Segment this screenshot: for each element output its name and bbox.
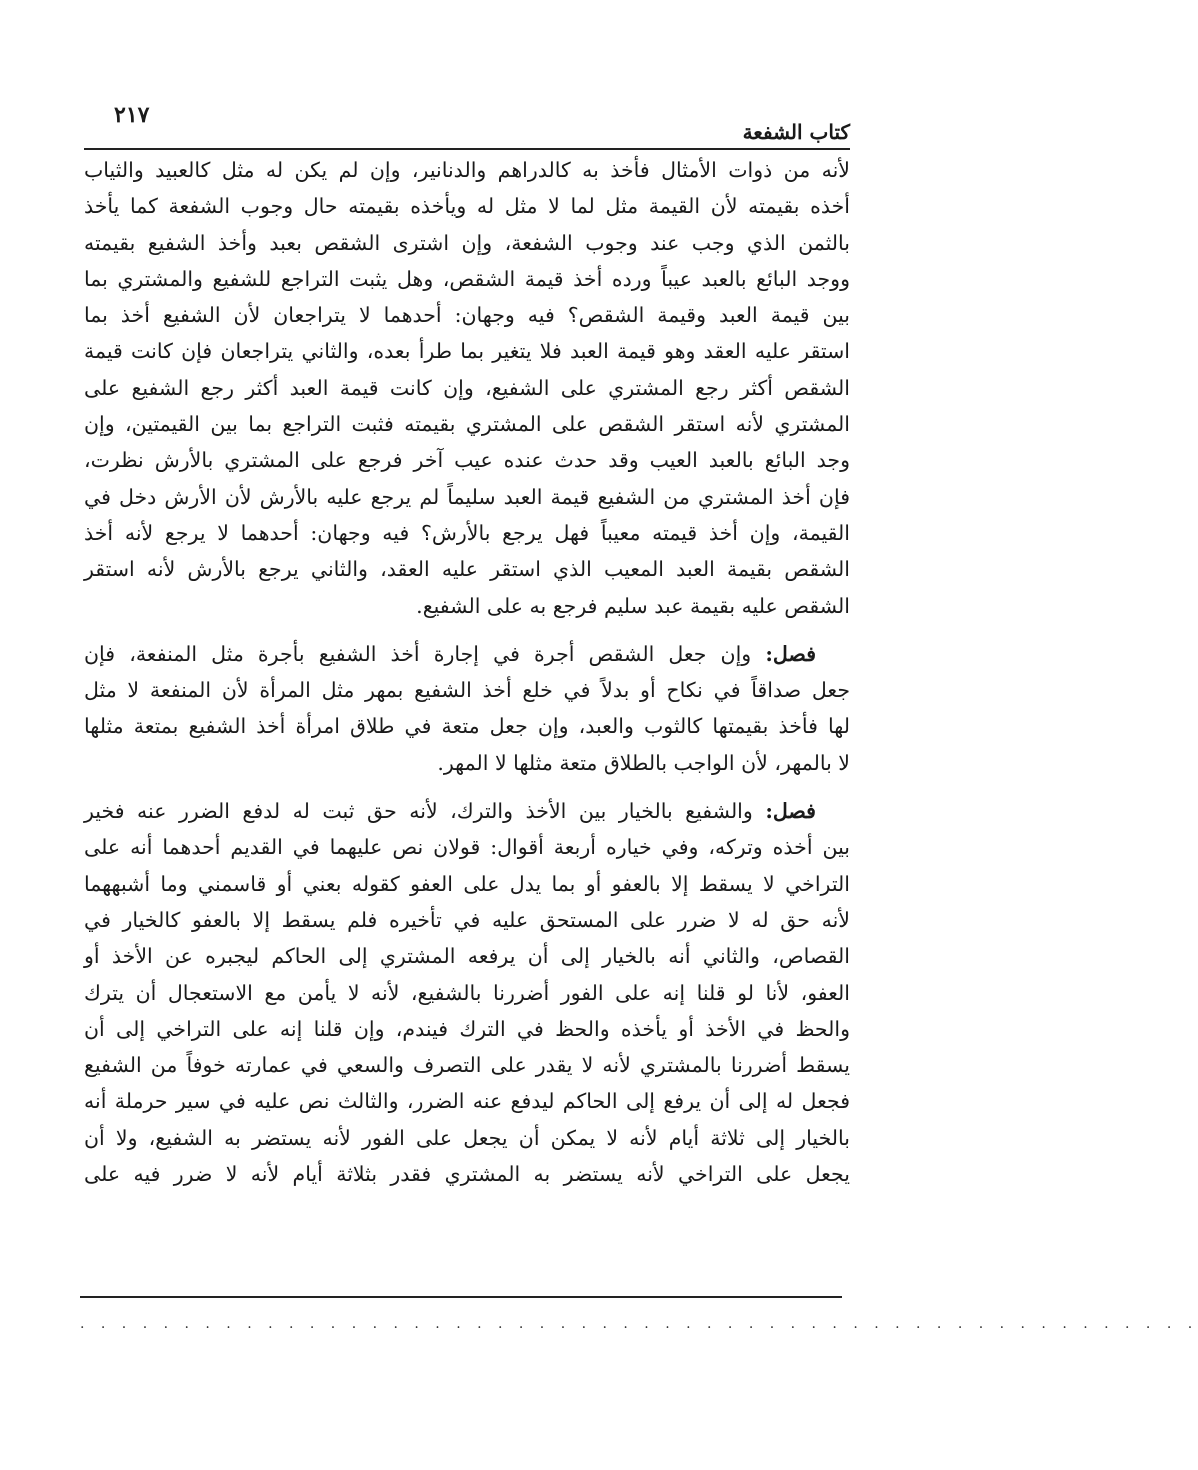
text-line: بالثمن الذي وجب عند وجوب الشفعة، وإن اشترى الشقص بعبد وأخذ الشفيع بقيمته — [84, 230, 850, 255]
text-line: القيمة، وإن أخذ قيمته معيباً فهل يرجع بالأرش؟ فيه وجهان: أحدهما لا يرجع لأنه أخذ — [84, 520, 850, 545]
text-line: الشقص أكثر رجع المشتري على الشفيع، وإن كانت قيمة العبد أكثر رجع الشفيع على — [84, 375, 850, 400]
footnote-dotted-line: . . . . . . . . . . . . . . . . . . . . . . . . . . . . . . . . . . . . . . . . . . . . . . . . . . . . . . — [80, 1316, 1198, 1332]
running-header — [84, 102, 850, 146]
text-line: يسقط أضررنا بالمشتري لأنه لا يقدر على التصرف والسعي في عمارته خوفاً من الشفيع — [84, 1053, 850, 1078]
paragraph-1 — [84, 152, 850, 624]
section-term: فصل: — [765, 641, 816, 666]
text-line: العفو، لأنا لو قلنا إنه على الفور أضررنا بالشفيع، لأنه لا يأمن مع الاستعجال أن يترك — [84, 980, 850, 1005]
text-line: بين أخذه وتركه، وفي خياره أربعة أقوال: قولان نص عليهما في القديم أحدهما أنه على — [84, 835, 850, 860]
book-title: كتاب الشفعة — [742, 120, 850, 144]
header-rule — [84, 148, 850, 150]
paragraph-gap — [84, 781, 850, 793]
text-line: لا بالمهر، لأن الواجب بالطلاق متعة مثلها لا المهر. — [437, 750, 850, 775]
text-line — [84, 793, 850, 829]
page-number: ٢١٧ — [114, 102, 150, 128]
text-line: فجعل له إلى أن يرفع إلى الحاكم ليدفع عنه الضرر، والثالث نص عليه في سير حرملة أنه — [84, 1089, 850, 1114]
text-line: والحظ في الأخذ أو يأخذه والحظ في الترك فيندم، وإن قلنا إنه على التراخي إلى أن — [84, 1016, 850, 1041]
text-run: وإن جعل الشقص أجرة في إجارة أخذ الشفيع بأجرة مثل المنفعة، فإن — [84, 641, 752, 666]
text-line: بين قيمة العبد وقيمة الشقص؟ فيه وجهان: أحدهما لا يتراجعان لأن الشفيع أخذ بما — [84, 303, 850, 328]
body-text — [84, 152, 850, 1192]
text-line: يجعل على التراخي لأنه يستضر به المشتري فقدر بثلاثة أيام لأنه لا ضرر فيه على — [84, 1162, 850, 1187]
text-line: أخذه بقيمته لأن القيمة مثل لما لا مثل له ويأخذه بقيمته حال وجوب الشفعة كما يأخذ — [84, 194, 850, 219]
text-run: والشفيع بالخيار بين الأخذ والترك، لأنه حق ثبت له لدفع الضرر عنه فخير — [84, 799, 753, 824]
text-line: الشقص عليه بقيمة عبد سليم فرجع به على الشفيع. — [416, 593, 850, 618]
text-line: فإن أخذ المشتري من الشفيع قيمة العبد سليماً لم يرجع عليه بالأرش لأن الأرش دخل في — [84, 484, 850, 509]
section-term: فصل: — [765, 799, 816, 824]
text-line: لها فأخذ بقيمتها كالثوب والعبد، وإن جعل متعة في طلاق امرأة أخذ الشفيع بمتعة مثلها — [84, 714, 850, 739]
text-line: استقر عليه العقد وهو قيمة العبد فلا يتغير بما طرأ بعده، والثاني يتراجعان فإن كانت قيمة — [84, 339, 850, 364]
text-line: وجد البائع بالعبد العيب وقد حدث عنده عيب آخر فرجع على المشتري بالأرش نظرت، — [84, 448, 850, 473]
text-line: الشقص بقيمة العبد المعيب الذي استقر عليه العقد، والثاني يرجع بالأرش لأنه استقر — [84, 557, 850, 582]
paragraph-2 — [84, 636, 850, 781]
text-line: القصاص، والثاني أنه بالخيار إلى أن يرفعه المشتري إلى الحاكم ليجبره عن الأخذ أو — [84, 944, 850, 969]
text-line: التراخي لا يسقط إلا بالعفو أو بما يدل على العفو كقوله بعني أو قاسمني وما أشبههما — [84, 871, 850, 896]
text-line — [84, 636, 850, 672]
text-line: ووجد البائع بالعبد عيباً ورده أخذ قيمة الشقص، وهل يثبت التراجع للشفيع والمشتري بما — [84, 266, 850, 291]
text-line: لأنه من ذوات الأمثال فأخذ به كالدراهم والدنانير، وإن لم يكن له مثل كالعبيد والثياب — [84, 158, 850, 182]
paragraph-3 — [84, 793, 850, 1192]
text-line: بالخيار إلى ثلاثة أيام لأنه لا يمكن أن يجعل على الفور لأنه يستضر به الشفيع، ولا أن — [84, 1125, 850, 1150]
footnote-rule — [80, 1296, 842, 1298]
text-line: لأنه حق له لا ضرر على المستحق عليه في تأخيره فلم يسقط إلا بالعفو كالخيار في — [84, 907, 850, 932]
text-line: المشتري لأنه استقر الشقص على المشتري بقيمته فثبت التراجع بما بين القيمتين، وإن — [84, 412, 850, 437]
text-line: جعل صداقاً في نكاح أو بدلاً في خلع أخذ الشفيع بمهر مثل المرأة لأن المنفعة لا مثل — [84, 678, 850, 703]
paragraph-gap — [84, 624, 850, 636]
